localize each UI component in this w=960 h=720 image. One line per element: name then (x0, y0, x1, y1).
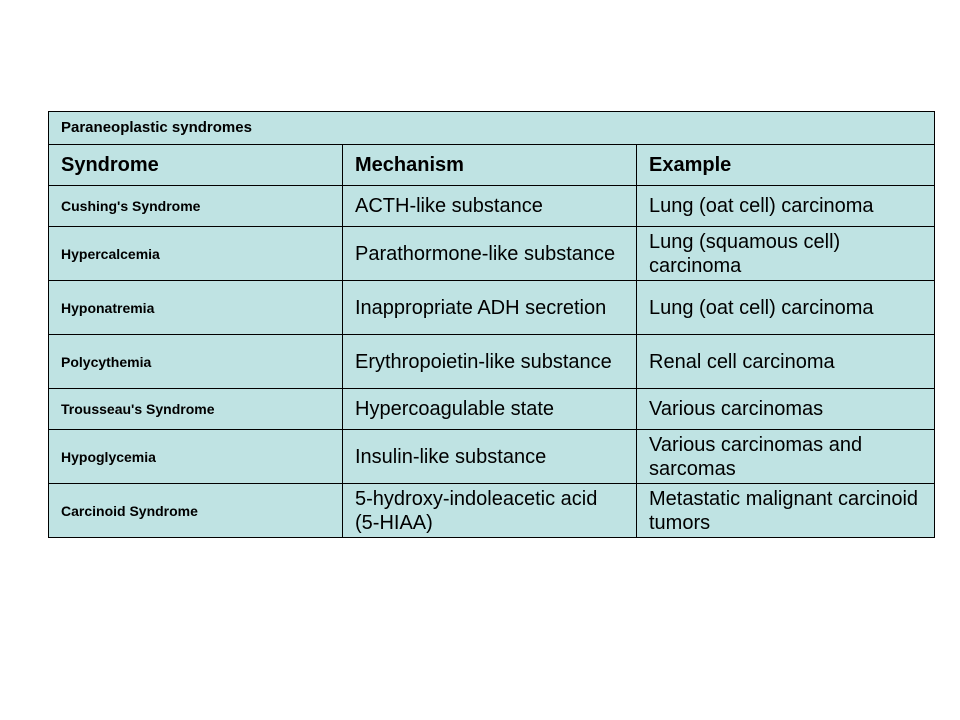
table-row (49, 186, 935, 227)
example-cell: Lung (oat cell) carcinoma (637, 281, 935, 335)
syndrome-cell: Hypoglycemia (49, 430, 343, 484)
table-row (49, 335, 935, 389)
syndrome-cell: Hypercalcemia (49, 227, 343, 281)
syndrome-cell: Cushing's Syndrome (49, 186, 343, 227)
table-title: Paraneoplastic syndromes (49, 112, 935, 145)
header-mechanism: Mechanism (343, 145, 637, 186)
syndrome-cell: Carcinoid Syndrome (49, 484, 343, 538)
table-header-row (49, 145, 935, 186)
example-cell: Renal cell carcinoma (637, 335, 935, 389)
table-row (49, 484, 935, 538)
syndrome-cell: Hyponatremia (49, 281, 343, 335)
example-cell: Metastatic malignant carcinoid tumors (637, 484, 935, 538)
mechanism-cell: Erythropoietin-like substance (343, 335, 637, 389)
table-row (49, 281, 935, 335)
table-row (49, 227, 935, 281)
table-row (49, 389, 935, 430)
table-row (49, 430, 935, 484)
table-title-row (49, 112, 935, 145)
mechanism-cell: ACTH-like substance (343, 186, 637, 227)
mechanism-cell: Inappropriate ADH secretion (343, 281, 637, 335)
header-syndrome: Syndrome (49, 145, 343, 186)
example-cell: Lung (squamous cell) carcinoma (637, 227, 935, 281)
mechanism-cell: 5-hydroxy-indoleacetic acid (5-HIAA) (343, 484, 637, 538)
syndrome-cell: Trousseau's Syndrome (49, 389, 343, 430)
example-cell: Various carcinomas (637, 389, 935, 430)
mechanism-cell: Hypercoagulable state (343, 389, 637, 430)
mechanism-cell: Parathormone-like substance (343, 227, 637, 281)
mechanism-cell: Insulin-like substance (343, 430, 637, 484)
paraneoplastic-syndromes-table (48, 111, 935, 538)
example-cell: Various carcinomas and sarcomas (637, 430, 935, 484)
example-cell: Lung (oat cell) carcinoma (637, 186, 935, 227)
syndrome-cell: Polycythemia (49, 335, 343, 389)
header-example: Example (637, 145, 935, 186)
